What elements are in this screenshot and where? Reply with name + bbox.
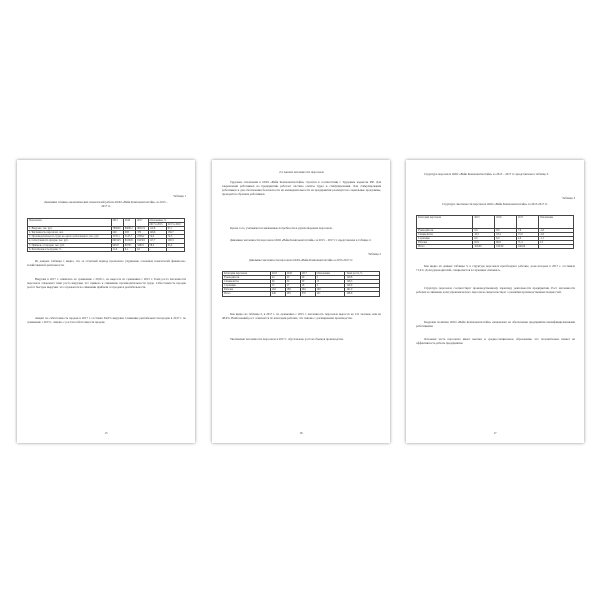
header-cell: Категория персонала <box>417 216 473 229</box>
table-cell: 2. Численность персонала, чел. <box>28 231 112 235</box>
header-cell: Темп роста, % <box>345 272 380 276</box>
table-cell: Руководители <box>223 276 271 280</box>
table-cell: 18 <box>300 284 315 288</box>
table-cell: 17 <box>285 284 300 288</box>
structure-table <box>416 215 574 249</box>
paragraph: Как видно из таблицы 2, в 2017 г. по сравнению с 2015 г. численность персонала выросла на 121 человек, или на 48,6%. Наибольший рост отмечается по категории рабочих, что связано с расширением производства. <box>222 312 381 321</box>
table-cell: 249 <box>111 231 123 235</box>
table-cell: 80767 <box>123 243 135 247</box>
header-cell: Показатели <box>28 219 112 227</box>
table-cell: 25 <box>285 276 300 280</box>
table-cell: -1,1 <box>538 237 573 241</box>
table-cell: 8,8 <box>495 229 517 233</box>
table-cell: 120,8 <box>345 276 380 280</box>
table-cell: Служащие <box>417 237 473 241</box>
table-row <box>417 245 574 249</box>
table-cell: 24 <box>270 276 285 280</box>
table-cell: 130,7 <box>166 231 184 235</box>
table-caption-label: Таблица 3 <box>562 196 575 200</box>
table-cell: 3 <box>315 284 345 288</box>
table-cell: Итого <box>417 245 473 249</box>
table-cell: Специалисты <box>223 280 271 284</box>
header-cell: 2017 <box>516 216 538 229</box>
table-cell: 52 <box>285 280 300 284</box>
table-cell: - <box>538 245 573 249</box>
table-cell: 100,00 <box>516 245 538 249</box>
section-heading: 2.2 Анализ численности персонала <box>279 170 324 174</box>
table-cell: 110,8 <box>148 227 166 231</box>
table-cell: 100,3 <box>166 239 184 243</box>
table-cell: 6,1 <box>136 247 148 251</box>
table-cell: -1,8 <box>538 229 573 233</box>
table-cell: 15 <box>270 284 285 288</box>
table-title: Динамика технико-экономических показателей работы ООО «Вейк Компоненталтайн» за 2015 – 2017 гг. <box>44 200 168 209</box>
table-cell: 810045 <box>123 239 135 243</box>
paragraph: Кадровая политика ООО «Вейк Компоненталтайн» направлена на обеспечение предприятия квалифицированными работниками. <box>416 320 575 329</box>
subheader-cell: 2017 к 2015 <box>148 223 166 227</box>
table-caption-label: Таблица 2 <box>368 252 381 256</box>
header-cell: 2015 <box>473 216 495 229</box>
table-cell: - <box>148 247 166 251</box>
table-cell: 189 <box>285 288 300 292</box>
table-cell: 100 <box>315 288 345 292</box>
header-cell: 2015 <box>111 219 123 227</box>
table-cell: 148,6 <box>345 292 380 296</box>
table-cell: Рабочие <box>223 288 271 292</box>
table-cell: 71,4 <box>516 241 538 245</box>
paragraph: Как видно из данных таблицы 3, в структуре персонала преобладают рабочие, доля которых в 2017 г. составила 71,4%. Доля руководителей, специалистов и служащих снизилась. <box>416 264 575 273</box>
paragraph: Увеличение численности персонала в 2017 г. обусловлено ростом объемов производства. <box>230 337 344 341</box>
table-cell: 120,0 <box>345 284 380 288</box>
table-cell: 128,3 <box>345 280 380 284</box>
table-cell: 1. Выручка, тыс. руб. <box>28 227 112 231</box>
table-cell: 9,1 <box>123 247 135 251</box>
table-cell: 7,8 <box>516 229 538 233</box>
table-cell: 15,9 <box>516 233 538 237</box>
table-cell: 370 <box>300 292 315 296</box>
headcount-table <box>222 271 380 297</box>
page-number: 17 <box>493 431 497 435</box>
header-cell: 2016 <box>495 216 517 229</box>
table-cell: 74,6 <box>148 235 166 239</box>
table-cell: Руководители <box>417 229 473 233</box>
table-header-row <box>28 219 185 223</box>
paragraph: Основная часть персонала имеет высшее и средне-специальное образование, что положительно влияет на эффективность работы предприятия. <box>416 337 575 346</box>
table-cell: 4,9 <box>516 237 538 241</box>
table-cell: 780650 <box>111 227 123 231</box>
table-cell: 164 <box>270 288 285 292</box>
table-cell: 249 <box>270 292 285 296</box>
table-title: Структура численности персонала ООО «Вейк Компоненталтайн» за 2015-2017 гг. <box>442 202 548 206</box>
table-cell: 65,9 <box>473 241 495 245</box>
table-cell: Итого <box>223 292 271 296</box>
table-cell: 46 <box>270 280 285 284</box>
header-cell: 2016 <box>123 219 135 227</box>
table-cell: Специалисты <box>417 233 473 237</box>
table-cell: 5 <box>315 276 345 280</box>
subheader-cell: 2017 к 2016 <box>166 223 184 227</box>
header-cell: 2016 <box>285 272 300 276</box>
table-cell: 65,4 <box>166 243 184 247</box>
table-cell: 6. Рентабельность продаж, % <box>28 247 112 251</box>
table-cell: 52818 <box>136 243 148 247</box>
table-cell: 370 <box>136 231 148 235</box>
table-cell: 97,1 <box>166 227 184 231</box>
header-cell: Отклонение <box>538 216 573 229</box>
table-cell: 9,6 <box>473 229 495 233</box>
table-cell: 148,6 <box>148 231 166 235</box>
paragraph: Структура персонала соответствует производственному характеру деятельности предприятия. Рост численности рабочих и снижение доли управленческого персонала свидетельствует о развитии производственных мощностей. <box>416 286 575 295</box>
table-cell: 5. Прибыль от продаж, тыс. руб. <box>28 243 112 247</box>
table-cell: - <box>166 247 184 251</box>
table-cell: 18,5 <box>473 233 495 237</box>
table-cell: 3147,7 <box>123 235 135 239</box>
table-cell: 66,8 <box>495 241 517 245</box>
paragraph: Акцент на себестоимость продаж в 2017 г. составил 94,0% выручки. Снижение рентабельности продаж в 2017 г. по сравнению с 2015 г. связано с ростом себестоимости продаж. <box>27 316 186 325</box>
paragraph: Структура персонала ООО «Вейк Компоненталтайн» за 2015 – 2017 гг. представлена в таблице 3. <box>424 172 549 176</box>
paragraph: Из данных таблицы 1 видно, что за отчетный период произошло ухудшение основных показателей финансово-хозяйственной деятельности. <box>27 259 186 268</box>
table-cell: 117,7 <box>148 239 166 243</box>
table-cell: 283 <box>285 292 300 296</box>
table-cell: 3. Производительность труда на одного работающего, тыс. руб. <box>28 235 112 239</box>
page-number: 16 <box>299 431 303 435</box>
table-cell: 2338,2 <box>136 235 148 239</box>
header-cell: 2017 <box>300 272 315 276</box>
paragraph: Выручка в 2017 г. снизилась по сравнению с 2016 г., но выросла по сравнению с 2015 г. Темп роста численности персонала опережает темп роста выручки, что привело к снижению производительности труда. Себестоимость продаж растет быстрее выручки, что отражается на снижении прибыли от продаж и рентабельности. <box>27 277 186 290</box>
table-cell: 6,0 <box>473 237 495 241</box>
table-row <box>223 292 380 296</box>
table-cell: 100,00 <box>495 245 517 249</box>
table-cell: -2,6 <box>538 233 573 237</box>
table-caption-label: Таблица 1 <box>173 194 186 198</box>
table-cell: 865119 <box>136 227 148 231</box>
table-cell: 59 <box>300 280 315 284</box>
table-cell: Рабочие <box>417 241 473 245</box>
table-cell: 6,0 <box>495 237 517 241</box>
table-cell: 5,5 <box>538 241 573 245</box>
table-cell: 11,6 <box>111 247 123 251</box>
table-cell: 29 <box>300 276 315 280</box>
header-cell: Отклонение <box>315 272 345 276</box>
table-cell: 3135,1 <box>111 235 123 239</box>
table-cell: 100,00 <box>473 245 495 249</box>
document-page-2 <box>212 160 390 443</box>
table-cell: 4. Себестоимость продаж, тыс. руб. <box>28 239 112 243</box>
page-number: 15 <box>104 431 108 435</box>
table-cell: 161,0 <box>345 288 380 292</box>
table-cell: 283 <box>123 231 135 235</box>
table-title: Динамика численности персонала ООО «Вейк Компоненталтайн» в 2015-2017 гг. <box>248 258 354 262</box>
table-cell: 812301 <box>136 239 148 243</box>
table-cell: 121 <box>315 292 345 296</box>
table-cell: 58,3 <box>148 243 166 247</box>
paragraph: Динамика численности персонала ООО «Вейк Компоненталтайн» за 2015 – 2017 гг. представлена в таблице 2. <box>230 238 372 242</box>
indicators-table <box>27 218 185 252</box>
table-cell: 890812 <box>123 227 135 231</box>
table-cell: 13 <box>315 280 345 284</box>
header-cell: Категория персонала <box>223 272 271 276</box>
document-page-3 <box>406 160 584 443</box>
table-cell: 690123 <box>111 239 123 243</box>
document-page-1 <box>17 160 195 443</box>
table-header-row <box>417 216 574 229</box>
header-cell: 2015 <box>270 272 285 276</box>
table-header-row <box>223 272 380 276</box>
table-cell: 18,4 <box>495 233 517 237</box>
paragraph: Трудовые отношения в ООО «Вейк Компоненталтайн» строятся в соответствии с Трудовым кодексом РФ. Для закрепления работников на предприятии работает система оплаты труда и стимулирования. Для стимулирования работников и для обеспечения безопасности их жизнедеятельности на предприятии реализуются социальные программы, проводится обучение работников. <box>222 180 381 197</box>
table-cell: Служащие <box>223 284 271 288</box>
paragraph: Кроме того, учитываются жизненные потребности и удовлетворение персонала. <box>230 226 333 230</box>
table-cell: 90527 <box>111 243 123 247</box>
table-row <box>28 247 185 251</box>
header-cell: 2017 <box>136 219 148 227</box>
table-cell: 74,3 <box>166 235 184 239</box>
table-cell: 264 <box>300 288 315 292</box>
header-cell: Отклонение, % <box>148 219 184 223</box>
